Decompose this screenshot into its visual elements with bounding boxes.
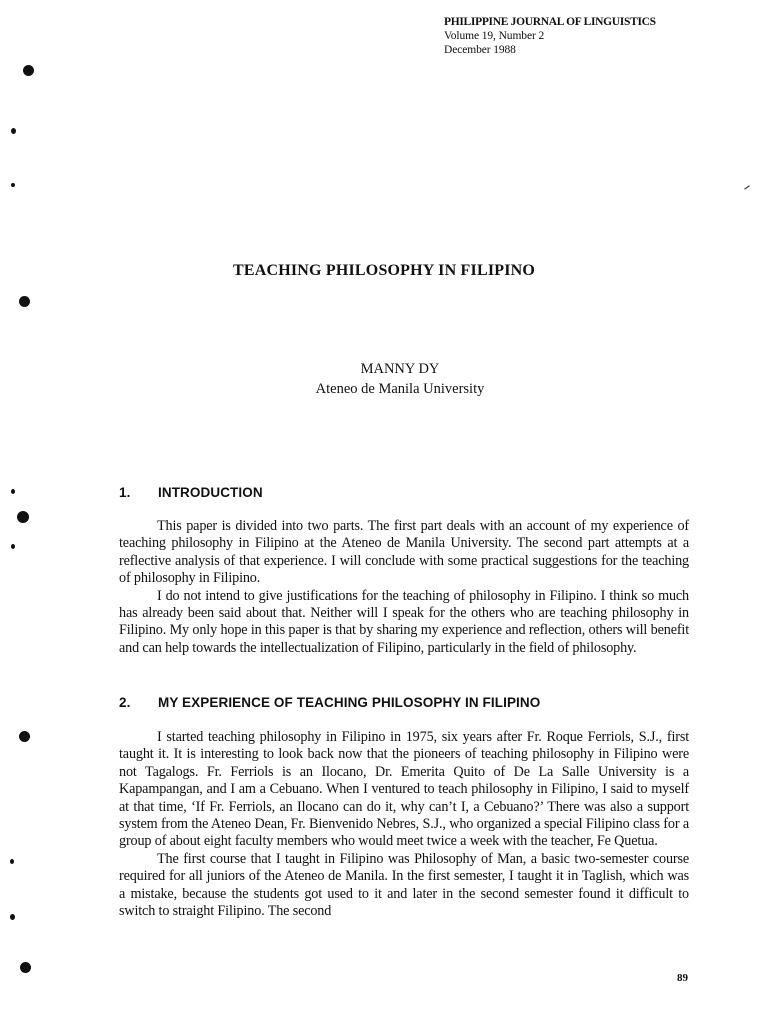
binder-hole-mark: [11, 489, 15, 494]
journal-date: December 1988: [444, 44, 516, 56]
section-title: INTRODUCTION: [158, 485, 263, 500]
binder-hole-mark: [10, 859, 14, 864]
binder-hole-mark: [17, 511, 29, 523]
article-title: TEACHING PHILOSOPHY IN FILIPINO: [232, 262, 536, 279]
section-body-introduction: [119, 518, 689, 657]
section-title: MY EXPERIENCE OF TEACHING PHILOSOPHY IN FILIPINO: [158, 695, 541, 710]
section-heading-introduction: [119, 485, 263, 500]
binder-hole-mark: [11, 544, 15, 549]
binder-hole-mark: [23, 65, 34, 76]
binder-hole-mark: [10, 914, 15, 920]
section-number: 1.: [119, 485, 131, 500]
page-number: 89: [677, 972, 688, 984]
paragraph: I started teaching philosophy in Filipino in 1975, six years after Fr. Roque Ferriols, S.J., first taught it. It is interesting to look back now that the pioneers of teaching philosophy in Filipino were not Tagalogs. Fr. Ferriols is an Ilocano, Dr. Emerita Quito of De La Salle University is a Kapampangan, and I am a Cebuano. When I ventured to teach philosophy in Filipino, I said to myself at that time, ‘If Fr. Ferriols, an Ilocano can do it, why can’t I, a Cebuano?’ There was also a support system from the Ateneo Dean, Fr. Bienvenido Nebres, S.J., who organized a special Filipino class for a group of about eight faculty members who would meet twice a week with the teacher, Fe Quetua.: [119, 729, 689, 850]
paragraph: I do not intend to give justifications for the teaching of philosophy in Filipino. I think so much has already been said about that. Neither will I speak for the others who are teaching philosophy in Filipino. My only hope in this paper is that by sharing my experience and reflection, others will benefit and can help towards the intellectualization of Filipino, particularly in the field of philosophy.: [119, 587, 689, 656]
scan-artifact-mark: [744, 185, 749, 189]
paragraph: This paper is divided into two parts. The first part deals with an account of my experience of teaching philosophy in Filipino at the Ateneo de Manila University. The second part attempts at a reflective analysis of that experience. I will conclude with some practical suggestions for the teaching of philosophy in Filipino.: [119, 518, 689, 587]
journal-volume: Volume 19, Number 2: [444, 30, 545, 42]
paragraph: The first course that I taught in Filipino was Philosophy of Man, a basic two-semester course required for all juniors of the Ateneo de Manila. In the first semester, I taught it in Taglish, which was a mistake, because the students got used to it and later in the second semester found it difficult to switch to straight Filipino. The second: [119, 850, 689, 920]
binder-hole-mark: [19, 731, 30, 742]
section-number: 2.: [119, 695, 131, 710]
binder-hole-mark: [11, 183, 15, 187]
binder-hole-mark: [11, 128, 16, 134]
author-name: MANNY DY: [360, 361, 440, 377]
author-block: [0, 359, 768, 399]
section-heading-experience: [119, 695, 540, 710]
author-affiliation: Ateneo de Manila University: [315, 381, 485, 397]
journal-name: PHILIPPINE JOURNAL OF LINGUISTICS: [444, 16, 656, 28]
binder-hole-mark: [19, 296, 30, 307]
section-body-experience: [119, 729, 689, 920]
binder-hole-mark: [20, 962, 31, 973]
journal-masthead: [444, 15, 744, 57]
